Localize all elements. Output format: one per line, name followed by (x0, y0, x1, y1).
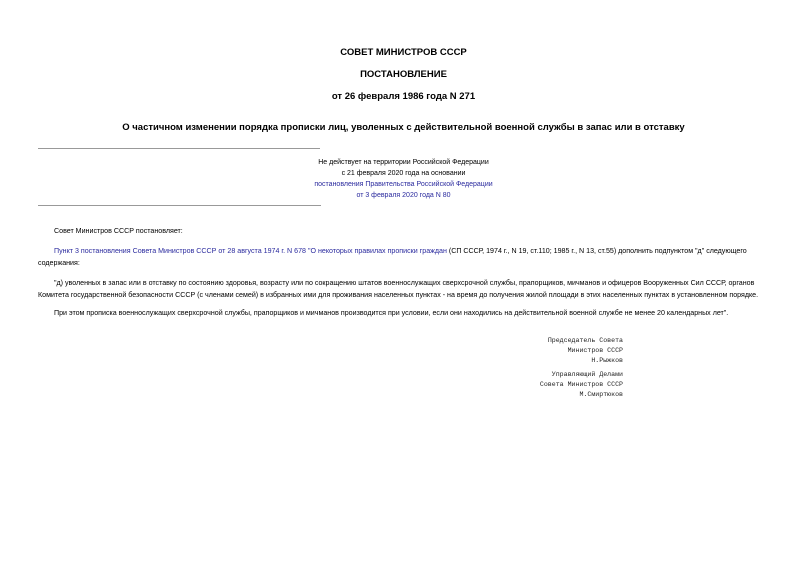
paragraph-condition: При этом прописка военнослужащих сверхсрочной службы, прапорщиков и мичманов производится при условии, если они находились на действительной военной службе не менее 20 календарных лет". (54, 309, 729, 317)
chair-title-line-2: Министров СССР (567, 347, 623, 354)
amendment-text: (СП СССР, 1974 г., N 19, ст.110; 1985 г., N 13, ст.55) дополнить подпунктом "д" следующего содержания: (38, 247, 747, 267)
paragraph-amendment (38, 246, 778, 269)
council-heading: СОВЕТ МИНИСТРОВ СССР (340, 47, 467, 58)
amended-act-link[interactable]: Пункт 3 постановления Совета Министров СССР от 28 августа 1974 г. N 678 "О некоторых правилах прописки граждан (54, 247, 447, 255)
chair-title-line-1: Председатель Совета (547, 337, 623, 344)
document-date-number: от 26 февраля 1986 года N 271 (331, 91, 476, 102)
document-type: ПОСТАНОВЛЕНИЕ (360, 69, 447, 80)
document-title: О частичном изменении порядка прописки лиц, уволенных с действительной военной службы в запас или в отставку (122, 122, 685, 133)
notice-line-2: с 21 февраля 2020 года на основании (341, 170, 466, 177)
chair-name: Н.Рыжков (591, 357, 623, 364)
top-divider (38, 148, 320, 149)
paragraph-resolves: Совет Министров СССР постановляет: (54, 227, 183, 235)
affairs-title-line-2: Совета Министров СССР (539, 381, 623, 388)
paragraph-subpoint-d: "д) уволенных в запас или в отставку по состоянию здоровья, возрасту или по сокращению штатов военнослужащих сверхсрочной службы, прапорщиков, мичманов и офицеров Вооруженных Сил СССР, органов Комитета государственной безопасности СССР (с членами семей) в избранных ими для проживания населенных пунктах - на время до получения жилой площади в этих населенных пунктах в установленном порядке. (38, 279, 759, 299)
affairs-name: М.Смиртюков (579, 391, 623, 398)
affairs-title-line-1: Управляющий Делами (551, 371, 623, 378)
bottom-divider (38, 205, 321, 206)
notice-line-1: Не действует на территории Российской Федерации (318, 159, 489, 166)
notice-link-line-1[interactable]: постановления Правительства Российской Федерации (314, 181, 493, 188)
notice-link-line-2[interactable]: от 3 февраля 2020 года N 80 (356, 192, 451, 199)
